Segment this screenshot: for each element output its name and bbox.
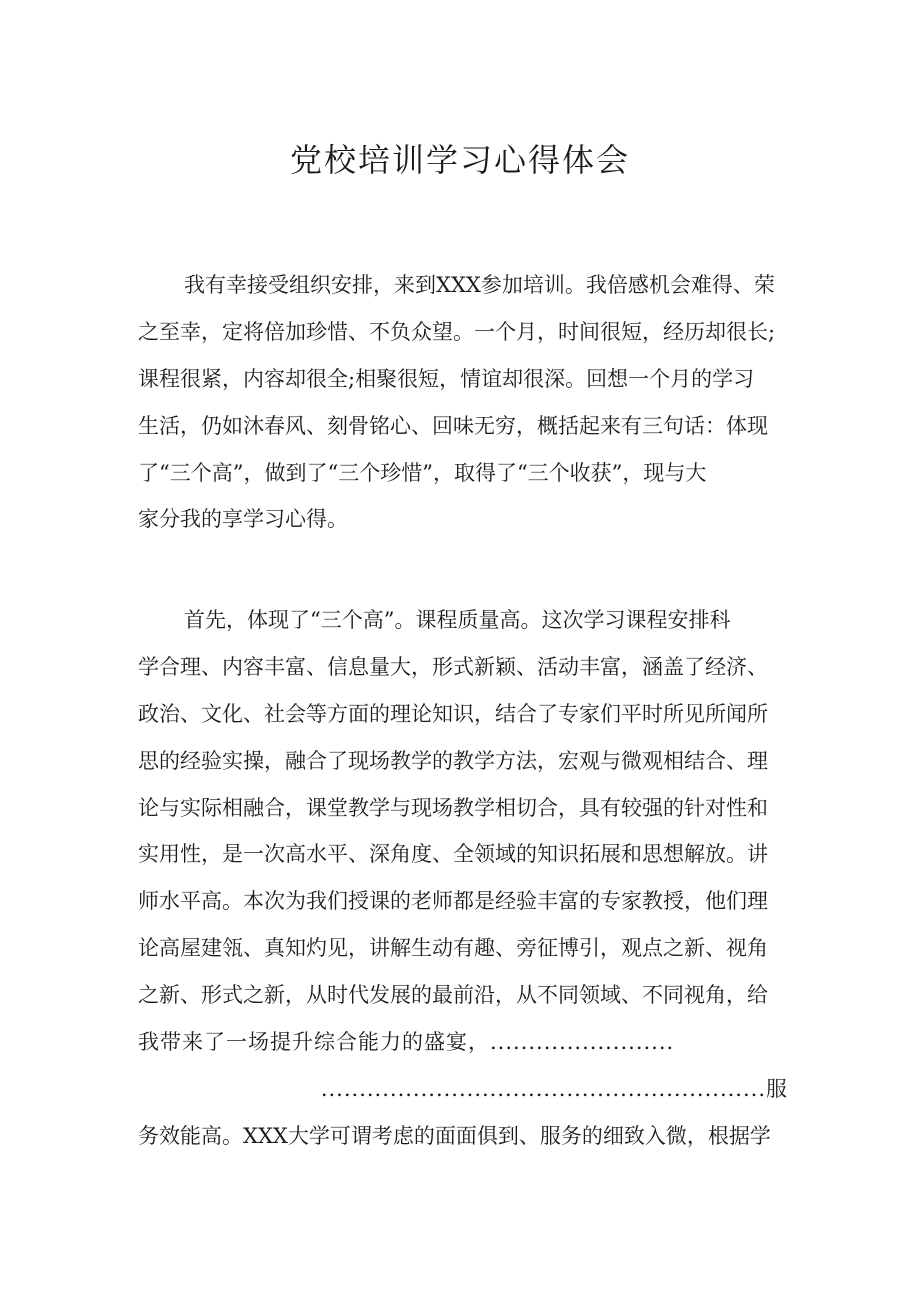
paragraph-line: 政治、文化、社会等方面的理论知识，结合了专家们平时所见所闻所	[138, 701, 768, 726]
paragraph-line: 论高屋建瓴、真知灼见，讲解生动有趣、旁征博引，观点之新、视角	[138, 936, 768, 961]
paragraph-line: 我有幸接受组织安排，来到XXX参加培训。我倍感机会难得、荣	[184, 273, 775, 297]
paragraph-line: 实用性，是一次高水平、深角度、全领域的知识拓展和思想解放。讲	[138, 842, 768, 867]
paragraph-line: 学合理、内容丰富、信息量大，形式新颖、活动丰富，涵盖了经济、	[138, 654, 768, 679]
paragraph-line: ..........................................................服	[320, 1076, 788, 1101]
paragraph-line: 我带来了一场提升综合能力的盛宴，........................	[138, 1030, 675, 1055]
paragraph-line: 论与实际相融合，课堂教学与现场教学相切合，具有较强的针对性和	[138, 795, 768, 820]
paragraph-line: 首先，体现了“三个高”。课程质量高。这次学习课程安排科	[184, 608, 731, 632]
paragraph-line: 家分我的享学习心得。	[138, 507, 348, 532]
paragraph-1	[138, 262, 788, 543]
paragraph-line: 课程很紧，内容却很全;相聚很短，情谊却很深。回想一个月的学习	[138, 366, 755, 391]
paragraph-line: 务效能高。XXX大学可谓考虑的面面俱到、服务的细致入微，根据学	[138, 1123, 771, 1148]
paragraph-line: 了“三个高”，做到了“三个珍惜”，取得了“三个收获”，现与大	[138, 460, 707, 485]
document-title: 党校培训学习心得体会	[289, 141, 630, 179]
paragraph-line: 之新、形式之新，从时代发展的最前沿，从不同领域、不同视角，给	[138, 983, 768, 1008]
paragraph-line: 生活，仍如沐春风、刻骨铭心、回味无穷，概括起来有三句话：体现	[138, 413, 768, 438]
paragraph-line: 之至幸，定将倍加珍惜、不负众望。一个月，时间很短，经历却很长;	[138, 319, 776, 344]
paragraph-line: 师水平高。本次为我们授课的老师都是经验丰富的专家教授，他们理	[138, 889, 768, 914]
paragraph-line: 思的经验实操，融合了现场教学的教学方法，宏观与微观相结合、理	[138, 748, 768, 773]
paragraph-2	[138, 597, 788, 1160]
